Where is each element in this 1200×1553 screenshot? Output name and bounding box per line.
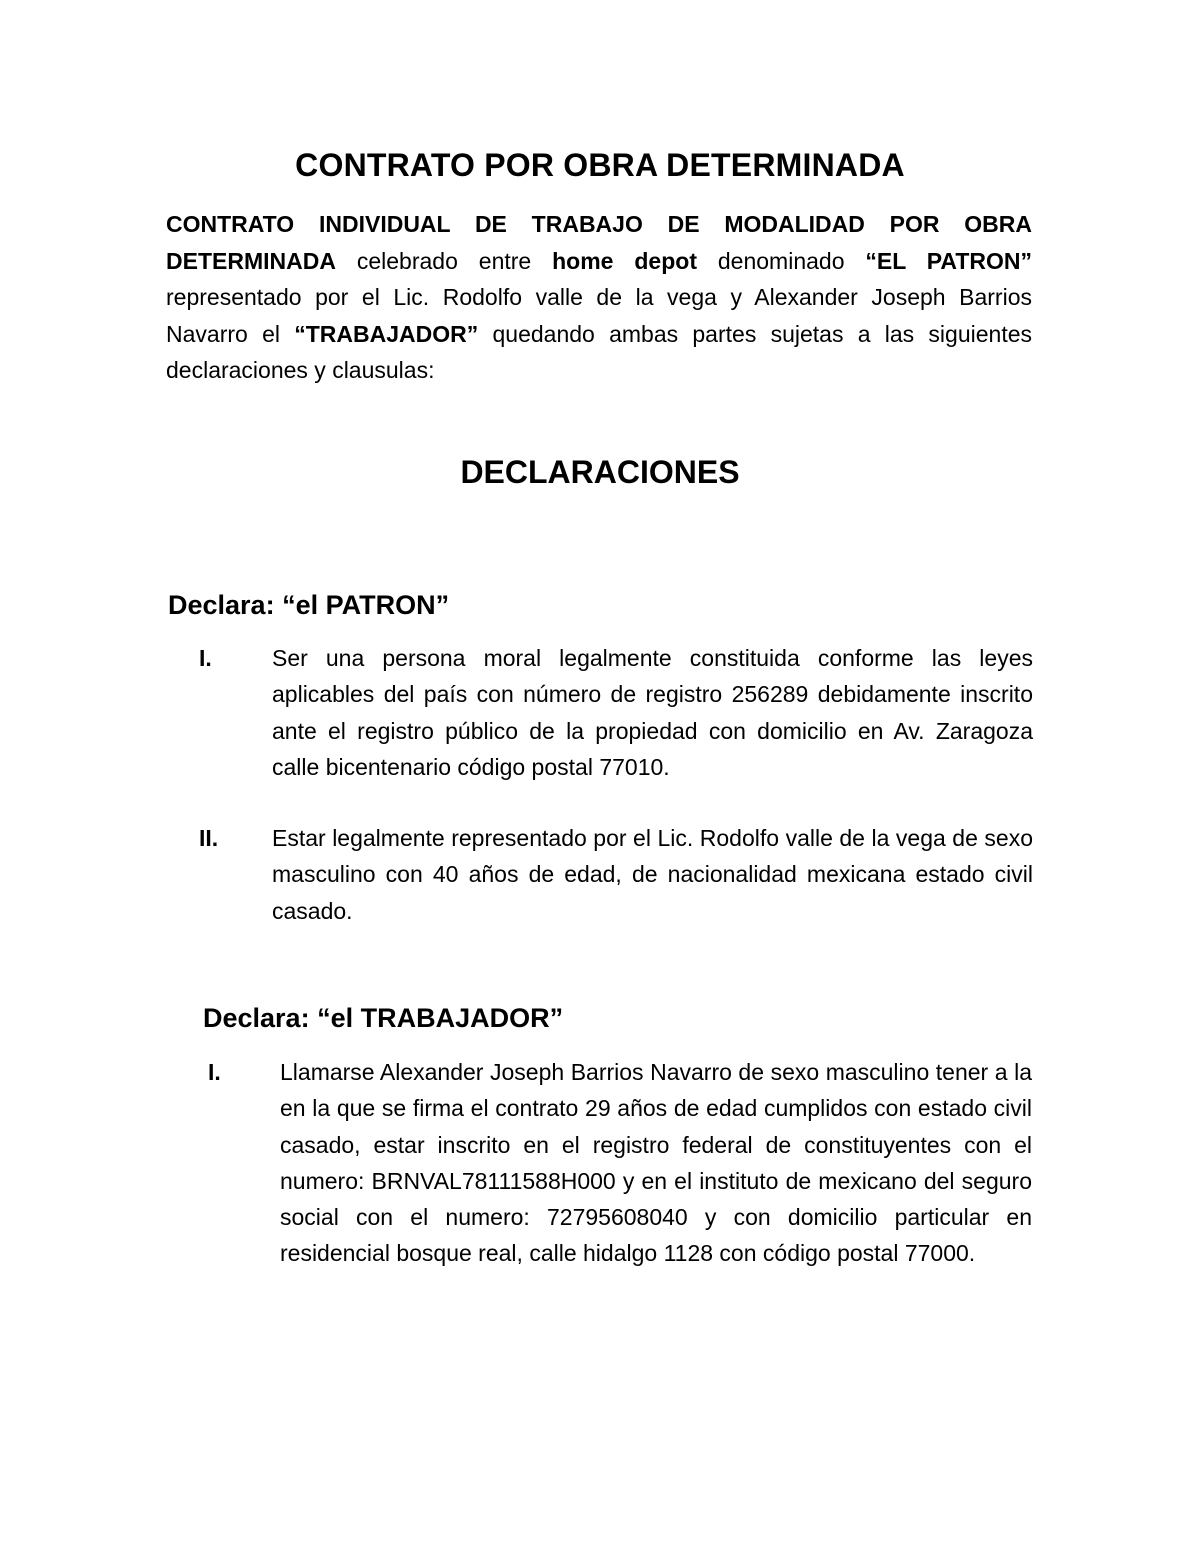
item-text: Estar legalmente representado por el Lic. Rodolfo valle de la vega de sexo masculino con 40 años de edad, de nacionalidad mexicana estado civil casado. [272, 825, 1033, 924]
intro-text-3: representado por el Lic. Rodolfo valle de la vega y Alexander Joseph Barrios Navarro el [166, 284, 1032, 347]
intro-text-2: denominado [696, 247, 866, 274]
item-text: Llamarse Alexander Joseph Barrios Navarro de sexo masculino tener a la en la que se firma el contrato 29 años de edad cumplidos con estado civil casado, estar inscrito en el registro federal de constituyentes con el numero: BRNVAL78111588H000 y en el instituto de mexicano del seguro social con el numero: 72795608040 y con domicilio particular en residencial bosque real, calle hidalgo 1128 con código postal 77000. [280, 1059, 1032, 1267]
item-text: Ser una persona moral legalmente constituida conforme las leyes aplicables del país con número de registro 256289 debidamente inscrito ante el registro público de la propiedad con domicilio en Av. Zaragoza calle bicentenario código postal 77010. [272, 645, 1033, 780]
document-title: CONTRATO POR OBRA DETERMINADA [295, 147, 905, 183]
section-heading-declaraciones: DECLARACIONES [460, 454, 740, 490]
intro-patron-label: “EL PATRON” [865, 247, 1032, 274]
intro-text-4: quedando ambas partes sujetas a las siguientes declaraciones y clausulas: [166, 320, 1033, 383]
item-number: I. [199, 645, 212, 671]
intro-trabajador-label: “TRABAJADOR” [294, 320, 479, 347]
intro-paragraph [166, 206, 1032, 389]
trabajador-heading: Declara: “el TRABAJADOR” [203, 1003, 564, 1033]
patron-heading: Declara: “el PATRON” [168, 590, 450, 620]
intro-text-1: celebrado entre [335, 247, 553, 274]
item-number: II. [199, 825, 219, 851]
intro-contract-type: CONTRATO INDIVIDUAL DE TRABAJO DE MODALIDAD POR OBRA DETERMINADA [166, 211, 1032, 274]
item-number: I. [208, 1059, 221, 1085]
intro-company-name: home depot [552, 247, 697, 274]
